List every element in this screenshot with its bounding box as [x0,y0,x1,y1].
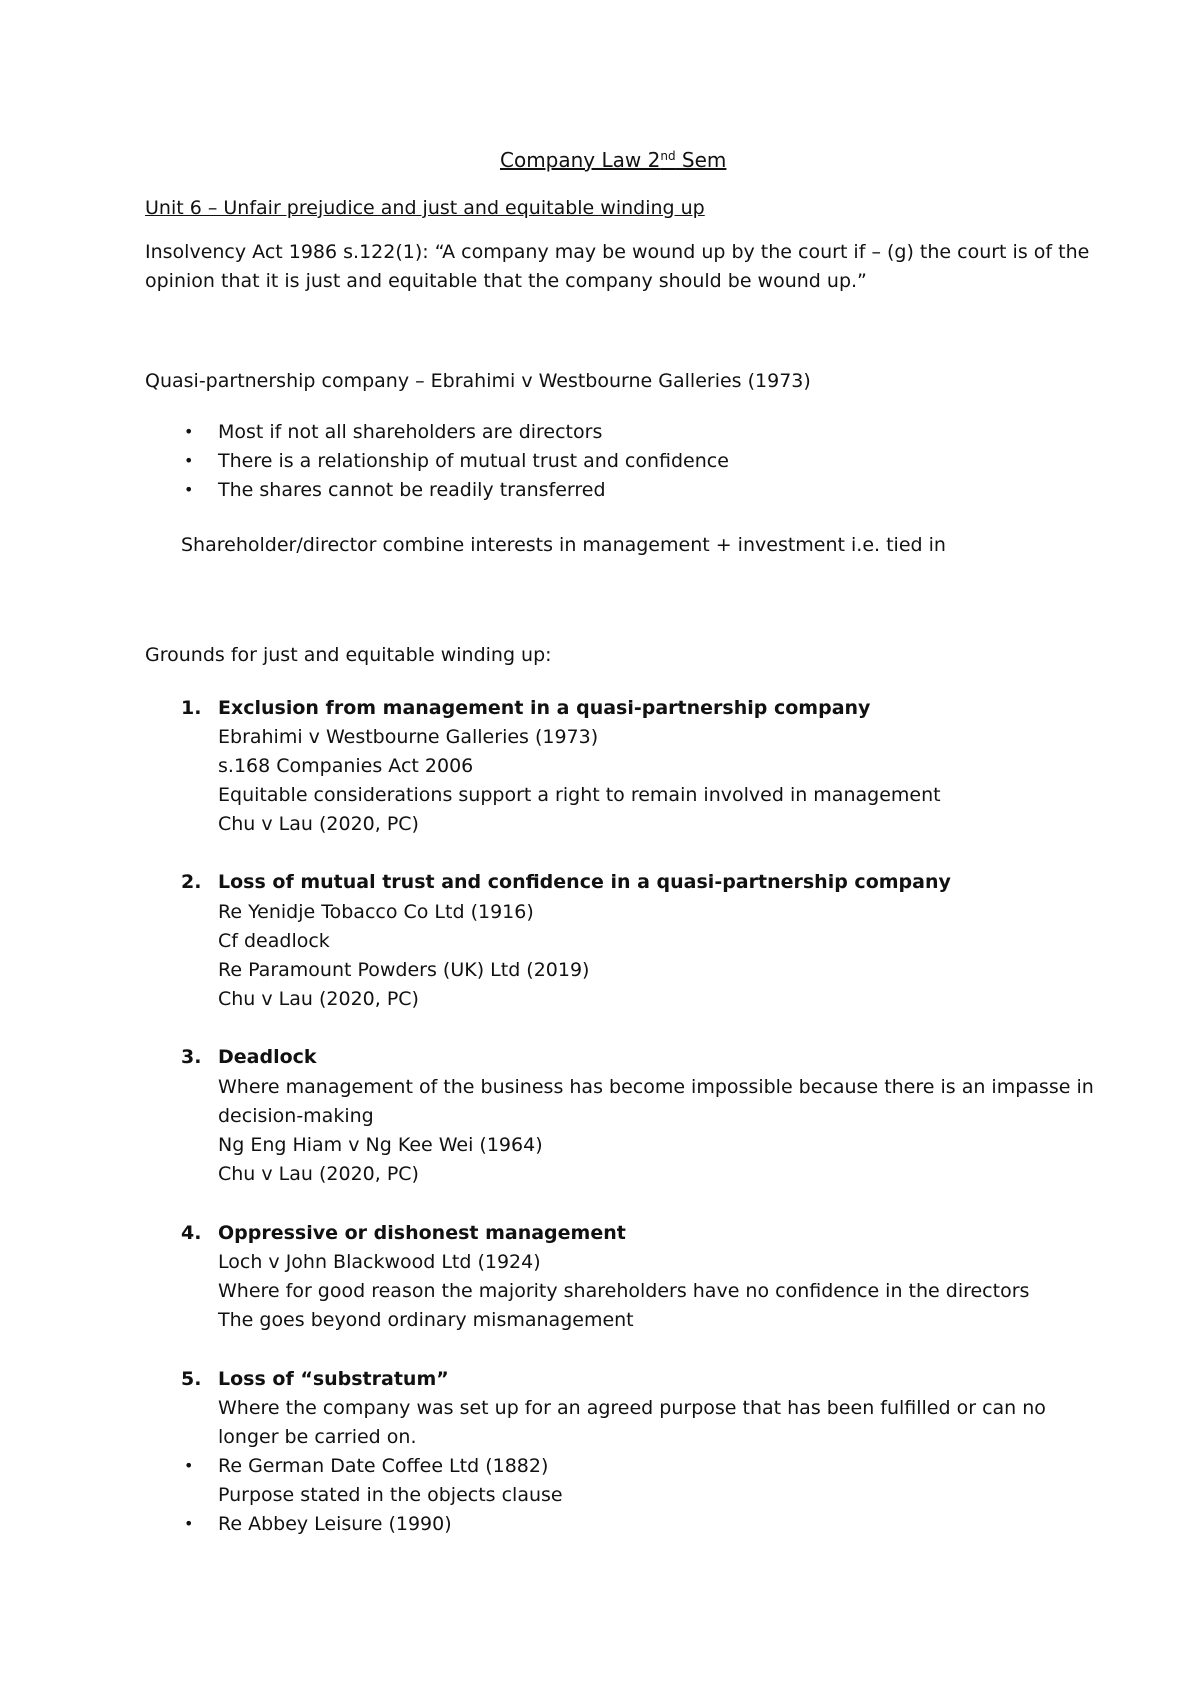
ground-line: Cf deadlock [218,930,330,952]
title-superscript: nd [660,149,676,163]
ground-line: longer be carried on. [218,1426,417,1448]
ground-line: Re German Date Coffee Ltd (1882) [218,1455,549,1477]
ground-line: Chu v Lau (2020, PC) [218,1163,419,1185]
ground-line: Loch v John Blackwood Ltd (1924) [218,1251,541,1273]
statute-line-1: Insolvency Act 1986 s.122(1): “A company may be wound up by the court if – (g) the court is of the [145,241,1090,263]
quasi-partnership-heading: Quasi-partnership company – Ebrahimi v Westbourne Galleries (1973) [145,370,811,392]
ground-number: 2. [181,871,202,893]
ground-line: Where for good reason the majority shareholders have no confidence in the directors [218,1280,1030,1302]
ground-line: Re Paramount Powders (UK) Ltd (2019) [218,959,590,981]
ground-line: Ebrahimi v Westbourne Galleries (1973) [218,726,599,748]
combine-note: Shareholder/director combine interests in management + investment i.e. tied in [181,534,946,556]
bullet-marker: • [184,1456,194,1475]
ground-number: 5. [181,1368,202,1390]
document-title: Company Law 2nd Sem [500,148,727,172]
ground-line: Chu v Lau (2020, PC) [218,813,419,835]
bullet-marker: • [184,1514,194,1533]
ground-line: s.168 Companies Act 2006 [218,755,474,777]
ground-line: Re Abbey Leisure (1990) [218,1513,452,1535]
ground-title: Deadlock [218,1046,317,1068]
ground-title: Loss of mutual trust and confidence in a quasi-partnership company [218,871,951,893]
bullet-marker: • [184,480,194,499]
bullet-marker: • [184,451,194,470]
quasi-bullet-2: There is a relationship of mutual trust and confidence [218,450,729,472]
ground-line: Where the company was set up for an agreed purpose that has been fulfilled or can no [218,1397,1046,1419]
ground-line: Chu v Lau (2020, PC) [218,988,419,1010]
quasi-bullet-1: Most if not all shareholders are directors [218,421,603,443]
ground-title: Oppressive or dishonest management [218,1222,626,1244]
ground-line: Re Yenidje Tobacco Co Ltd (1916) [218,901,534,923]
ground-number: 3. [181,1046,202,1068]
grounds-heading: Grounds for just and equitable winding up: [145,644,552,666]
bullet-marker: • [184,422,194,441]
ground-number: 1. [181,697,202,719]
unit-heading: Unit 6 – Unfair prejudice and just and equitable winding up [145,197,705,219]
ground-title: Loss of “substratum” [218,1368,449,1390]
quasi-bullet-3: The shares cannot be readily transferred [218,479,606,501]
ground-line: Equitable considerations support a right to remain involved in management [218,784,941,806]
statute-line-2: opinion that it is just and equitable that the company should be wound up.” [145,270,867,292]
ground-line: Ng Eng Hiam v Ng Kee Wei (1964) [218,1134,543,1156]
ground-title: Exclusion from management in a quasi-partnership company [218,697,871,719]
ground-line: The goes beyond ordinary mismanagement [218,1309,634,1331]
ground-line: decision-making [218,1105,374,1127]
ground-line: Purpose stated in the objects clause [218,1484,563,1506]
ground-line: Where management of the business has become impossible because there is an impasse in [218,1076,1094,1098]
ground-number: 4. [181,1222,202,1244]
